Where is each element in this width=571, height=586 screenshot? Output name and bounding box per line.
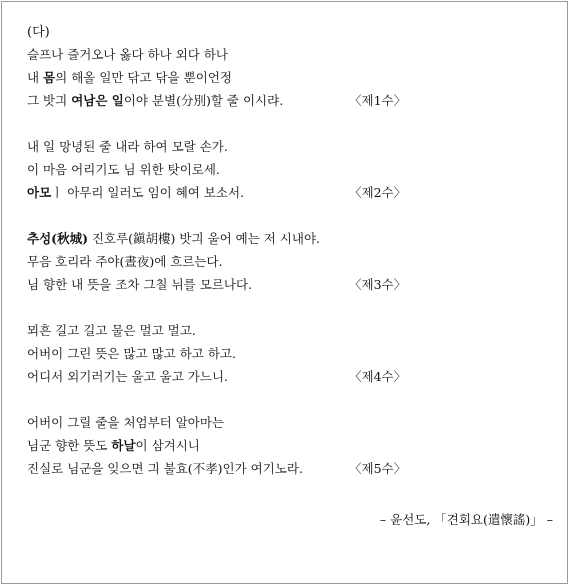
poem-line <box>27 227 557 250</box>
poem-line <box>27 250 557 273</box>
poem-line <box>27 411 557 434</box>
emphasized-word: 추성(秋城) <box>27 231 88 246</box>
poem-line <box>27 66 557 89</box>
emphasized-word: 하날 <box>111 438 136 453</box>
poem-line <box>27 365 557 388</box>
line-text: 무음 호리라 주야(晝夜)에 흐르는다. <box>27 254 223 269</box>
source-citation: – 윤선도, 「견회요(遣懷謠)」 – <box>379 512 553 527</box>
poem-line <box>27 158 557 181</box>
line-text: 님 향한 내 뜻을 조차 그칠 뉘를 모르나다. <box>27 277 252 292</box>
stanza-number-tag: 〈제3수〉 <box>349 277 407 292</box>
stanza-number-tag: 〈제1수〉 <box>349 93 407 108</box>
poem-body <box>27 43 557 480</box>
poem-line <box>27 319 557 342</box>
stanza-number-tag: 〈제5수〉 <box>349 461 407 476</box>
line-text: 내 <box>27 70 44 85</box>
stanza-gap <box>27 112 557 135</box>
passage-label: (다) <box>27 25 50 40</box>
stanza-5 <box>27 411 557 480</box>
line-text: 의 해올 일만 닦고 닦을 뿐이언정 <box>55 70 232 85</box>
poem-line <box>27 135 557 158</box>
stanza-2 <box>27 135 557 204</box>
poem-line <box>27 181 557 204</box>
emphasized-word: 여남은 일 <box>71 93 124 108</box>
stanza-gap <box>27 388 557 411</box>
poem-line <box>27 43 557 66</box>
stanza-number-tag: 〈제2수〉 <box>349 185 407 200</box>
poem-line <box>27 273 557 296</box>
line-text: 어디서 외기러기는 울고 울고 가느니. <box>27 369 228 384</box>
line-text: 이 마음 어리기도 님 위한 탓이로세. <box>27 162 220 177</box>
emphasized-word: 몸 <box>43 70 56 85</box>
line-text: 내 일 망녕된 줄 내라 하여 모랄 손가. <box>27 139 228 154</box>
poem-line <box>27 342 557 365</box>
line-text: 슬프나 즐거오나 옳다 하나 외다 하나 <box>27 47 228 62</box>
line-text: 뫼흔 길고 길고 물은 멀고 멀고. <box>27 323 196 338</box>
line-text: 님군 향한 뜻도 <box>27 438 112 453</box>
stanza-gap <box>27 296 557 319</box>
poem-line <box>27 434 557 457</box>
line-text: 그 밧긔 <box>27 93 72 108</box>
stanza-1 <box>27 43 557 112</box>
poem-line <box>27 457 557 480</box>
poem-line <box>27 89 557 112</box>
line-text: 진호루(鎭胡樓) 밧긔 울어 예는 저 시내야. <box>87 231 321 246</box>
line-text: 어버이 그린 뜻은 많고 많고 하고 하고. <box>27 346 236 361</box>
stanza-number-tag: 〈제4수〉 <box>349 369 407 384</box>
line-text: 진실로 님군을 잊으면 긔 불효(不孝)인가 여기노라. <box>27 461 303 476</box>
passage-content <box>27 22 557 480</box>
stanza-4 <box>27 319 557 388</box>
emphasized-word: 아모 <box>27 185 52 200</box>
line-text: 이야 분별(分別)할 줄 이시랴. <box>123 93 284 108</box>
stanza-gap <box>27 204 557 227</box>
line-text: 이 삼겨시니 <box>135 438 200 453</box>
stanza-3 <box>27 227 557 296</box>
line-text: ㅣ 아무리 일러도 임이 혜여 보소서. <box>51 185 245 200</box>
line-text: 어버이 그릴 줄을 처엄부터 알아마는 <box>27 415 225 430</box>
